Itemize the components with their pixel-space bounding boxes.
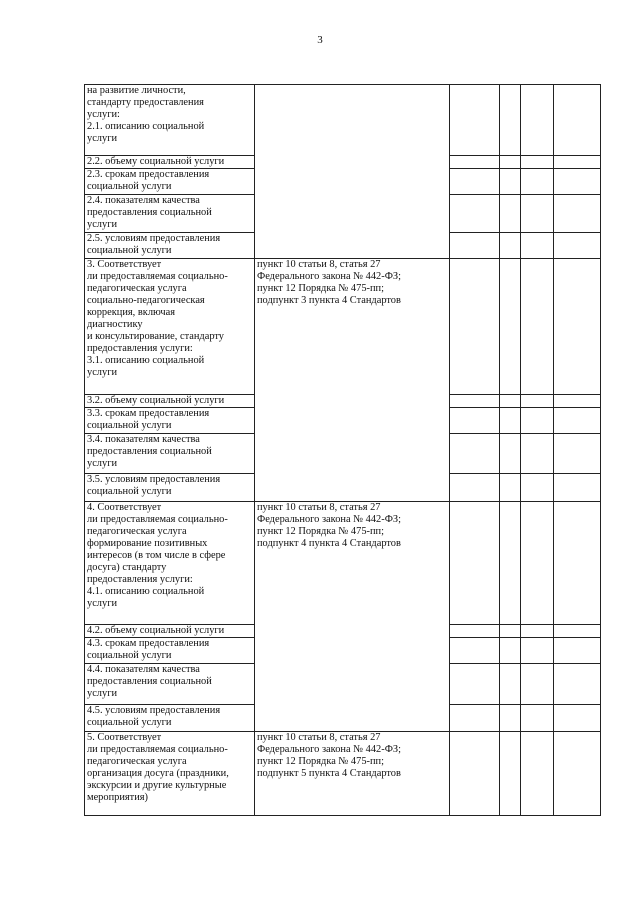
answer-no-cell xyxy=(500,195,521,233)
answer-yes-cell xyxy=(450,474,500,502)
note-cell xyxy=(554,156,601,169)
answer-na-cell xyxy=(521,502,554,625)
note-cell xyxy=(554,638,601,664)
answer-yes-cell xyxy=(450,705,500,732)
answer-yes-cell xyxy=(450,434,500,474)
criterion-cell: 4.2. объему социальной услуги xyxy=(85,625,255,638)
criterion-cell: 4.4. показателям качества предоставления социальной услуги xyxy=(85,664,255,705)
answer-no-cell xyxy=(500,85,521,156)
answer-no-cell xyxy=(500,732,521,816)
answer-no-cell xyxy=(500,664,521,705)
criterion-cell: 3.2. объему социальной услуги xyxy=(85,395,255,408)
answer-no-cell xyxy=(500,156,521,169)
answer-na-cell xyxy=(521,233,554,259)
page-number: 3 xyxy=(317,34,323,46)
answer-yes-cell xyxy=(450,664,500,705)
note-cell xyxy=(554,625,601,638)
answer-yes-cell xyxy=(450,233,500,259)
reference-cell xyxy=(255,85,450,259)
note-cell xyxy=(554,732,601,816)
answer-yes-cell xyxy=(450,259,500,395)
note-cell xyxy=(554,705,601,732)
note-cell xyxy=(554,395,601,408)
answer-na-cell xyxy=(521,434,554,474)
note-cell xyxy=(554,502,601,625)
criterion-cell: 2.2. объему социальной услуги xyxy=(85,156,255,169)
answer-yes-cell xyxy=(450,408,500,434)
answer-no-cell xyxy=(500,395,521,408)
criterion-cell: 2.4. показателям качества предоставления социальной услуги xyxy=(85,195,255,233)
checklist-table xyxy=(84,84,601,816)
note-cell xyxy=(554,434,601,474)
answer-no-cell xyxy=(500,474,521,502)
answer-no-cell xyxy=(500,638,521,664)
note-cell xyxy=(554,664,601,705)
answer-yes-cell xyxy=(450,638,500,664)
answer-na-cell xyxy=(521,625,554,638)
answer-no-cell xyxy=(500,625,521,638)
note-cell xyxy=(554,195,601,233)
table-row xyxy=(85,85,601,156)
criterion-cell: 2.5. условиям предоставления социальной услуги xyxy=(85,233,255,259)
note-cell xyxy=(554,408,601,434)
answer-na-cell xyxy=(521,474,554,502)
criterion-cell: на развитие личности, стандарту предоставления услуги: 2.1. описанию социальной услуги xyxy=(85,85,255,156)
answer-na-cell xyxy=(521,195,554,233)
answer-na-cell xyxy=(521,705,554,732)
note-cell xyxy=(554,233,601,259)
answer-na-cell xyxy=(521,732,554,816)
criterion-cell: 5. Соответствует ли предоставляемая социально- педагогическая услуга организация досуга (праздники, экскурсии и другие культурные мероприятия) xyxy=(85,732,255,816)
answer-na-cell xyxy=(521,156,554,169)
answer-na-cell xyxy=(521,259,554,395)
answer-na-cell xyxy=(521,638,554,664)
answer-yes-cell xyxy=(450,625,500,638)
answer-no-cell xyxy=(500,434,521,474)
table-row xyxy=(85,732,601,816)
answer-na-cell xyxy=(521,395,554,408)
answer-no-cell xyxy=(500,259,521,395)
criterion-cell: 4.3. срокам предоставления социальной услуги xyxy=(85,638,255,664)
criterion-cell: 3.3. срокам предоставления социальной услуги xyxy=(85,408,255,434)
criterion-cell: 4.5. условиям предоставления социальной услуги xyxy=(85,705,255,732)
table-row xyxy=(85,259,601,395)
reference-cell: пункт 10 статьи 8, статья 27 Федерального закона № 442-ФЗ; пункт 12 Порядка № 475-пп; подпункт 4 пункта 4 Стандартов xyxy=(255,502,450,732)
answer-yes-cell xyxy=(450,85,500,156)
criterion-cell: 4. Соответствует ли предоставляемая социально- педагогическая услуга формирование позитивных интересов (в том числе в сфере досуга) стандарту предоставления услуги: 4.1. описанию социальной услуги xyxy=(85,502,255,625)
note-cell xyxy=(554,474,601,502)
note-cell xyxy=(554,259,601,395)
answer-no-cell xyxy=(500,169,521,195)
criterion-cell: 3.5. условиям предоставления социальной услуги xyxy=(85,474,255,502)
criterion-cell: 2.3. срокам предоставления социальной услуги xyxy=(85,169,255,195)
answer-no-cell xyxy=(500,408,521,434)
criterion-cell: 3. Соответствует ли предоставляемая социально- педагогическая услуга социально-педагогическая коррекция, включая диагностику и консультирование, стандарту предоставления услуги: 3.1. описанию социальной услуги xyxy=(85,259,255,395)
answer-yes-cell xyxy=(450,732,500,816)
answer-yes-cell xyxy=(450,195,500,233)
table-row xyxy=(85,502,601,625)
answer-yes-cell xyxy=(450,395,500,408)
answer-na-cell xyxy=(521,664,554,705)
reference-cell: пункт 10 статьи 8, статья 27 Федерального закона № 442-ФЗ; пункт 12 Порядка № 475-пп; подпункт 5 пункта 4 Стандартов xyxy=(255,732,450,816)
answer-no-cell xyxy=(500,705,521,732)
criterion-cell: 3.4. показателям качества предоставления социальной услуги xyxy=(85,434,255,474)
answer-no-cell xyxy=(500,502,521,625)
reference-cell: пункт 10 статьи 8, статья 27 Федерального закона № 442-ФЗ; пункт 12 Порядка № 475-пп; подпункт 3 пункта 4 Стандартов xyxy=(255,259,450,502)
answer-na-cell xyxy=(521,85,554,156)
answer-yes-cell xyxy=(450,502,500,625)
note-cell xyxy=(554,169,601,195)
answer-yes-cell xyxy=(450,169,500,195)
answer-na-cell xyxy=(521,169,554,195)
answer-na-cell xyxy=(521,408,554,434)
note-cell xyxy=(554,85,601,156)
answer-no-cell xyxy=(500,233,521,259)
answer-yes-cell xyxy=(450,156,500,169)
